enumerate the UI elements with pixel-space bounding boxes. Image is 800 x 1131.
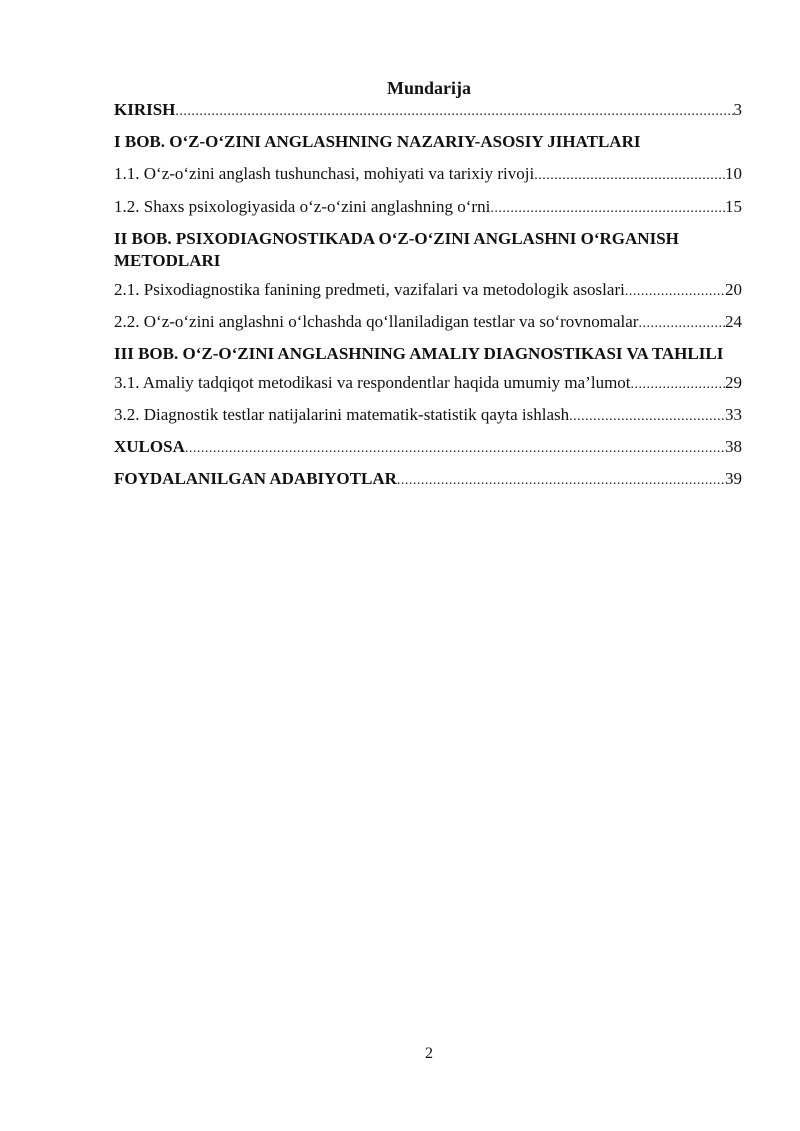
toc-entry-2-2[interactable] xyxy=(114,312,742,334)
toc-entry-references[interactable] xyxy=(114,469,742,491)
toc-entry-page: 33 xyxy=(725,405,742,424)
dot-leader xyxy=(490,199,725,219)
dot-leader xyxy=(569,407,725,427)
toc-entry-page: 39 xyxy=(725,469,742,488)
dot-leader xyxy=(625,282,725,302)
dot-leader xyxy=(631,375,725,395)
toc-entry-label: XULOSA xyxy=(114,437,185,456)
toc-chapter-3[interactable]: III BOB. O‘Z-O‘ZINI ANGLASHNING AMALIY DIAGNOSTIKASI VA TAHLILI xyxy=(114,344,724,363)
toc-entry-page: 24 xyxy=(725,312,742,331)
toc-entry-1-1[interactable] xyxy=(114,164,742,186)
toc-entry-label: 1.2. Shaxs psixologiyasida o‘z-o‘zini anglashning o‘rni xyxy=(114,197,491,216)
toc-entry-label: 3.1. Amaliy tadqiqot metodikasi va respondentlar haqida umumiy ma’lumot xyxy=(114,373,631,392)
toc-entry-label: KIRISH xyxy=(114,100,176,119)
toc-entry-label: 3.2. Diagnostik testlar natijalarini matematik-statistik qayta ishlash xyxy=(114,405,570,424)
toc-entry-page: 29 xyxy=(725,373,742,392)
toc-entry-page: 20 xyxy=(725,280,742,299)
dot-leader xyxy=(175,102,733,122)
toc-entry-3-2[interactable] xyxy=(114,405,742,427)
dot-leader xyxy=(397,471,725,491)
toc-chapter-1[interactable]: I BOB. O‘Z-O‘ZINI ANGLASHNING NAZARIY-ASOSIY JIHATLARI xyxy=(114,132,641,151)
toc-entry-page: 3 xyxy=(733,100,742,119)
toc-entry-label: 2.2. O‘z-o‘zini anglashni o‘lchashda qo‘llaniladigan testlar va so‘rovnomalar xyxy=(114,312,639,331)
toc-entry-page: 38 xyxy=(725,437,742,456)
dot-leader xyxy=(638,314,725,334)
table-of-contents xyxy=(114,100,742,491)
dot-leader xyxy=(185,439,725,459)
toc-entry-page: 10 xyxy=(725,164,742,183)
toc-title: Mundarija xyxy=(386,78,471,98)
toc-entry-kirish[interactable] xyxy=(114,100,742,122)
dot-leader xyxy=(534,166,725,186)
toc-entry-label: 2.1. Psixodiagnostika fanining predmeti, vazifalari va metodologik asoslari xyxy=(114,280,625,299)
toc-entry-label: FOYDALANILGAN ADABIYOTLAR xyxy=(114,469,397,488)
toc-entry-3-1[interactable] xyxy=(114,373,742,395)
page-number: 2 xyxy=(425,1045,433,1062)
toc-entry-2-1[interactable] xyxy=(114,280,742,302)
toc-entry-1-2[interactable] xyxy=(114,197,742,219)
toc-entry-label: 1.1. O‘z-o‘zini anglash tushunchasi, mohiyati va tarixiy rivoji xyxy=(114,164,535,183)
toc-entry-xulosa[interactable] xyxy=(114,437,742,459)
toc-entry-page: 15 xyxy=(725,197,742,216)
toc-chapter-2[interactable]: II BOB. PSIXODIAGNOSTIKADA O‘Z-O‘ZINI ANGLASHNI O‘RGANISH METODLARI xyxy=(114,229,679,270)
